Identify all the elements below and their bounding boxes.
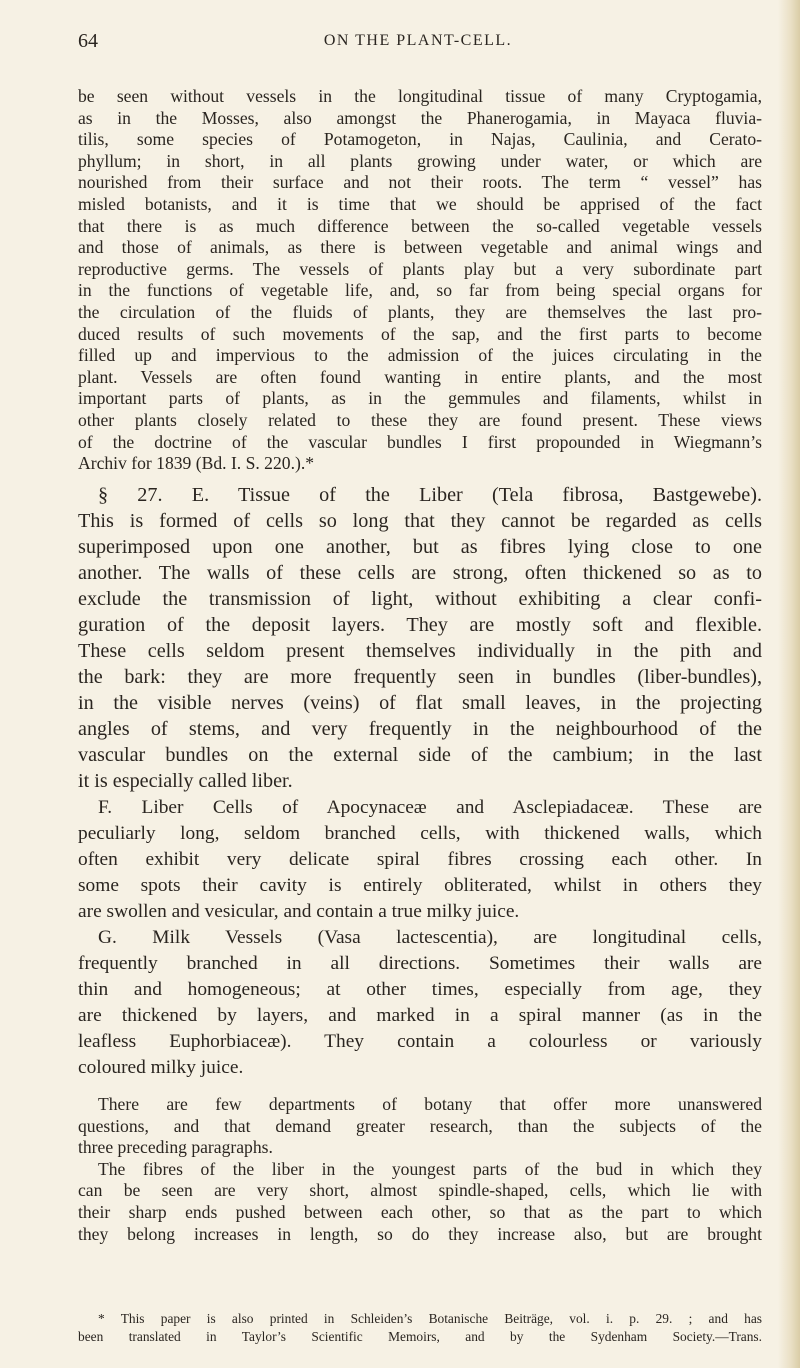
text-line: filled up and impervious to the admission of the juices circulating in the: [78, 345, 762, 366]
text-line: peculiarly long, seldom branched cells, with thickened walls, which: [78, 823, 762, 844]
text-line: that there is as much difference between the so-called vegetable vessels: [78, 215, 762, 236]
text-line: frequently branched in all directions. Sometimes their walls are: [78, 953, 762, 974]
page-edge-shadow: [778, 0, 800, 1368]
text-line: plant. Vessels are often found wanting in entire plants, and the most: [78, 366, 762, 387]
text-line: as in the Mosses, also amongst the Phanerogamia, in Mayaca fluvia-: [78, 107, 762, 128]
paragraph-commentary: [78, 1094, 762, 1245]
text-line: are swollen and vesicular, and contain a true milky juice.: [78, 901, 520, 922]
page-header: [78, 30, 758, 56]
text-line: phyllum; in short, in all plants growing under water, or which are: [78, 150, 762, 171]
text-line: the circulation of the fluids of plants, they are themselves the last pro-: [78, 301, 762, 322]
text-line: This is formed of cells so long that they cannot be regarded as cells: [78, 510, 762, 532]
text-line: reproductive germs. The vessels of plants play but a very subordinate part: [78, 258, 762, 279]
text-line: guration of the deposit layers. They are mostly soft and flexible.: [78, 614, 762, 636]
text-line: Archiv for 1839 (Bd. I. S. 220.).*: [78, 453, 315, 474]
text-line: their sharp ends pushed between each other, so that as the part to which: [78, 1201, 762, 1222]
text-line: are thickened by layers, and marked in a spiral manner (as in the: [78, 1005, 762, 1026]
footnote: [78, 1310, 762, 1346]
page-number: 64: [78, 30, 98, 52]
text-line: important parts of plants, as in the gemmules and filaments, whilst in: [78, 388, 762, 409]
section-27-liber-tissue: [78, 482, 762, 794]
section-heading-line: § 27. E. Tissue of the Liber (Tela fibrosa, Bastgewebe).: [98, 484, 762, 506]
section-liber-cells-milk-vessels: [78, 795, 762, 1081]
running-title: ON THE PLANT-CELL.: [323, 32, 513, 49]
text-line: three preceding paragraphs.: [78, 1137, 273, 1158]
text-line: of the doctrine of the vascular bundles I first propounded in Wiegmann’s: [78, 431, 762, 452]
text-line: often exhibit very delicate spiral fibres crossing each other. In: [78, 849, 762, 870]
text-line: misled botanists, and it is time that we should be apprised of the fact: [78, 193, 762, 214]
text-line: F. Liber Cells of Apocynaceæ and Asclepiadaceæ. These are: [98, 797, 762, 818]
text-line: in the visible nerves (veins) of flat small leaves, in the projecting: [78, 692, 762, 714]
text-line: superimposed upon one another, but as fibres lying close to one: [78, 536, 762, 558]
text-line: angles of stems, and very frequently in the neighbourhood of the: [78, 718, 762, 740]
text-line: leafless Euphorbiaceæ). They contain a colourless or variously: [78, 1031, 762, 1052]
text-line: duced results of such movements of the sap, and the first parts to become: [78, 323, 762, 344]
text-line: The fibres of the liber in the youngest parts of the bud in which they: [98, 1158, 762, 1179]
text-line: they belong increases in length, so do they increase also, but are brought: [78, 1223, 762, 1244]
text-line: G. Milk Vessels (Vasa lactescentia), are longitudinal cells,: [98, 927, 762, 948]
text-line: be seen without vessels in the longitudinal tissue of many Cryptogamia,: [78, 86, 762, 106]
footnote-line: * This paper is also printed in Schleiden’s Botanische Beiträge, vol. i. p. 29. ; and has: [98, 1311, 762, 1326]
text-line: and those of animals, as there is between vegetable and animal wings and: [78, 237, 762, 258]
text-line: vascular bundles on the external side of the cambium; in the last: [78, 744, 762, 766]
text-line: nourished from their surface and not their roots. The term “ vessel” has: [78, 172, 762, 193]
text-line: thin and homogeneous; at other times, especially from age, they: [78, 979, 762, 1000]
text-line: another. The walls of these cells are strong, often thickened so as to: [78, 562, 762, 584]
text-line: coloured milky juice.: [78, 1057, 244, 1078]
text-line: questions, and that demand greater research, than the subjects of the: [78, 1115, 762, 1136]
footnote-line: been translated in Taylor’s Scientific Memoirs, and by the Sydenham Society.—Trans.: [78, 1329, 762, 1344]
text-line: other plants closely related to these they are found present. These views: [78, 409, 762, 430]
text-line: exclude the transmission of light, without exhibiting a clear confi-: [78, 588, 762, 610]
text-line: some spots their cavity is entirely obliterated, whilst in others they: [78, 875, 762, 896]
text-line: can be seen are very short, almost spindle-shaped, cells, which lie with: [78, 1180, 762, 1201]
text-line: it is especially called liber.: [78, 770, 293, 792]
text-line: in the functions of vegetable life, and, so far from being special organs for: [78, 280, 762, 301]
paragraph-vessels: [78, 86, 762, 475]
text-line: These cells seldom present themselves individually in the pith and: [78, 640, 762, 662]
text-line: the bark: they are more frequently seen in bundles (liber-bundles),: [78, 666, 762, 688]
text-line: There are few departments of botany that offer more unanswered: [98, 1094, 762, 1114]
text-line: tilis, some species of Potamogeton, in Najas, Caulinia, and Cerato-: [78, 129, 762, 150]
